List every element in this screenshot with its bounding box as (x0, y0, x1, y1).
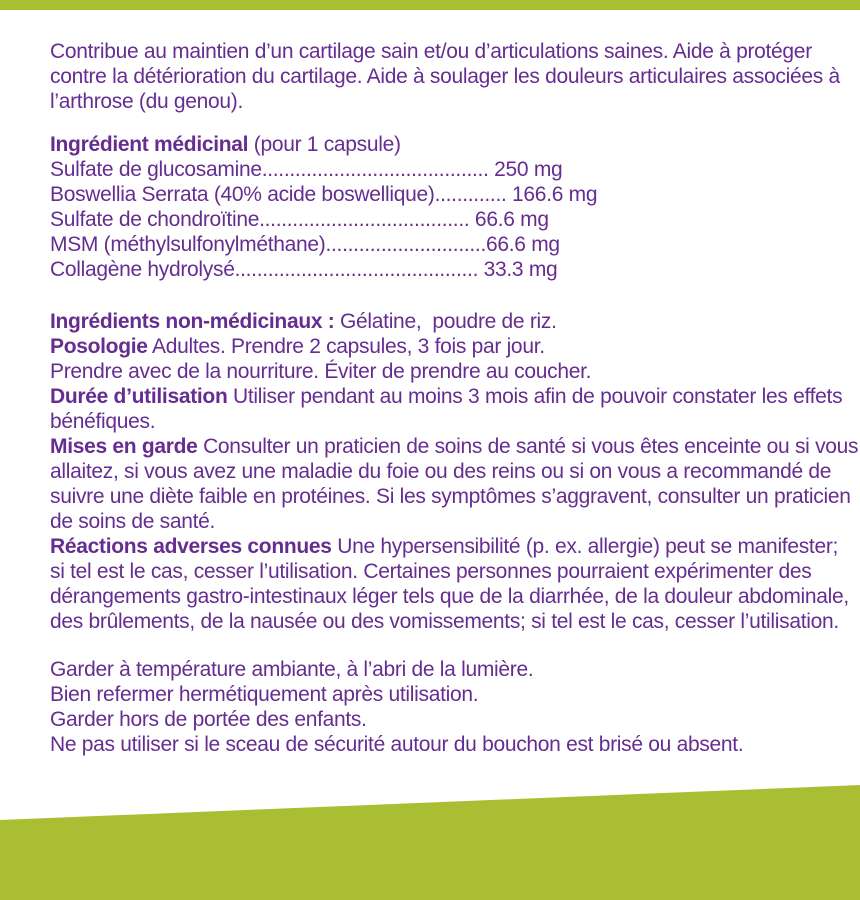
text-line: de soins de santé. (50, 510, 216, 533)
bold-lead: Mises en garde (50, 435, 198, 458)
text-line: Sulfate de glucosamine......................................... 250 mg (50, 158, 563, 181)
text-line: Ingrédients non-médicinaux : Gélatine, poudre de riz. (50, 310, 557, 333)
text-line: Posologie Adultes. Prendre 2 capsules, 3 fois par jour. (50, 335, 545, 358)
top-green-bar (0, 0, 860, 10)
text-line: Collagène hydrolysé............................................ 33.3 mg (50, 258, 558, 281)
text-line: Prendre avec de la nourriture. Éviter de prendre au coucher. (50, 360, 592, 383)
text-line: Mises en garde Consulter un praticien de soins de santé si vous êtes enceinte ou si vous (50, 435, 859, 458)
text-line: l’arthrose (du genou). (50, 90, 244, 113)
bold-lead: Ingrédient médicinal (50, 133, 249, 156)
text-line: Ingrédient médicinal (pour 1 capsule) (50, 133, 401, 156)
text-line: Sulfate de chondroïtine...................................... 66.6 mg (50, 208, 549, 231)
bold-lead: Ingrédients non-médicinaux : (50, 310, 335, 333)
text-line: Garder à température ambiante, à l’abri de la lumière. (50, 658, 534, 681)
directions-and-warnings (50, 309, 859, 634)
text-line: allaitez, si vous avez une maladie du foie ou des reins ou si on vous a recommandé de (50, 460, 832, 483)
text-line: si tel est le cas, cesser l’utilisation. Certaines personnes pourraient expérimenter des (50, 560, 812, 583)
text-line: Boswellia Serrata (40% acide boswellique)............. 166.6 mg (50, 183, 598, 206)
medicinal-ingredients (50, 132, 830, 282)
text-line: bénéfiques. (50, 410, 156, 433)
storage-instructions (50, 657, 830, 757)
text-line: MSM (méthylsulfonylméthane).............................66.6 mg (50, 233, 560, 256)
text-line: Bien refermer hermétiquement après utilisation. (50, 683, 479, 706)
text-line: dérangements gastro-intestinaux léger tels que de la diarrhée, de la douleur abdominale, (50, 585, 849, 608)
bold-lead: Posologie (50, 335, 148, 358)
benefits-intro (50, 39, 840, 114)
text-line: Réactions adverses connues Une hypersensibilité (p. ex. allergie) peut se manifester; (50, 535, 839, 558)
text-line: Garder hors de portée des enfants. (50, 708, 367, 731)
text-line: des brûlements, de la nausée ou des vomissements; si tel est le cas, cesser l’utilisation. (50, 610, 839, 633)
text-line: suivre une diète faible en protéines. Si les symptômes s’aggravent, consulter un praticien (50, 485, 851, 508)
label-text (50, 10, 859, 757)
text-line: Ne pas utiliser si le sceau de sécurité autour du bouchon est brisé ou absent. (50, 733, 744, 756)
text-line: Contribue au maintien d’un cartilage sain et/ou d’articulations saines. Aide à protéger (50, 40, 812, 63)
bottom-green-band (0, 785, 860, 900)
bold-lead: Durée d’utilisation (50, 385, 228, 408)
text-line: Durée d’utilisation Utiliser pendant au moins 3 mois afin de pouvoir constater les effets (50, 385, 843, 408)
bold-lead: Réactions adverses connues (50, 535, 332, 558)
text-line: contre la détérioration du cartilage. Aide à soulager les douleurs articulaires associées à (50, 65, 840, 88)
